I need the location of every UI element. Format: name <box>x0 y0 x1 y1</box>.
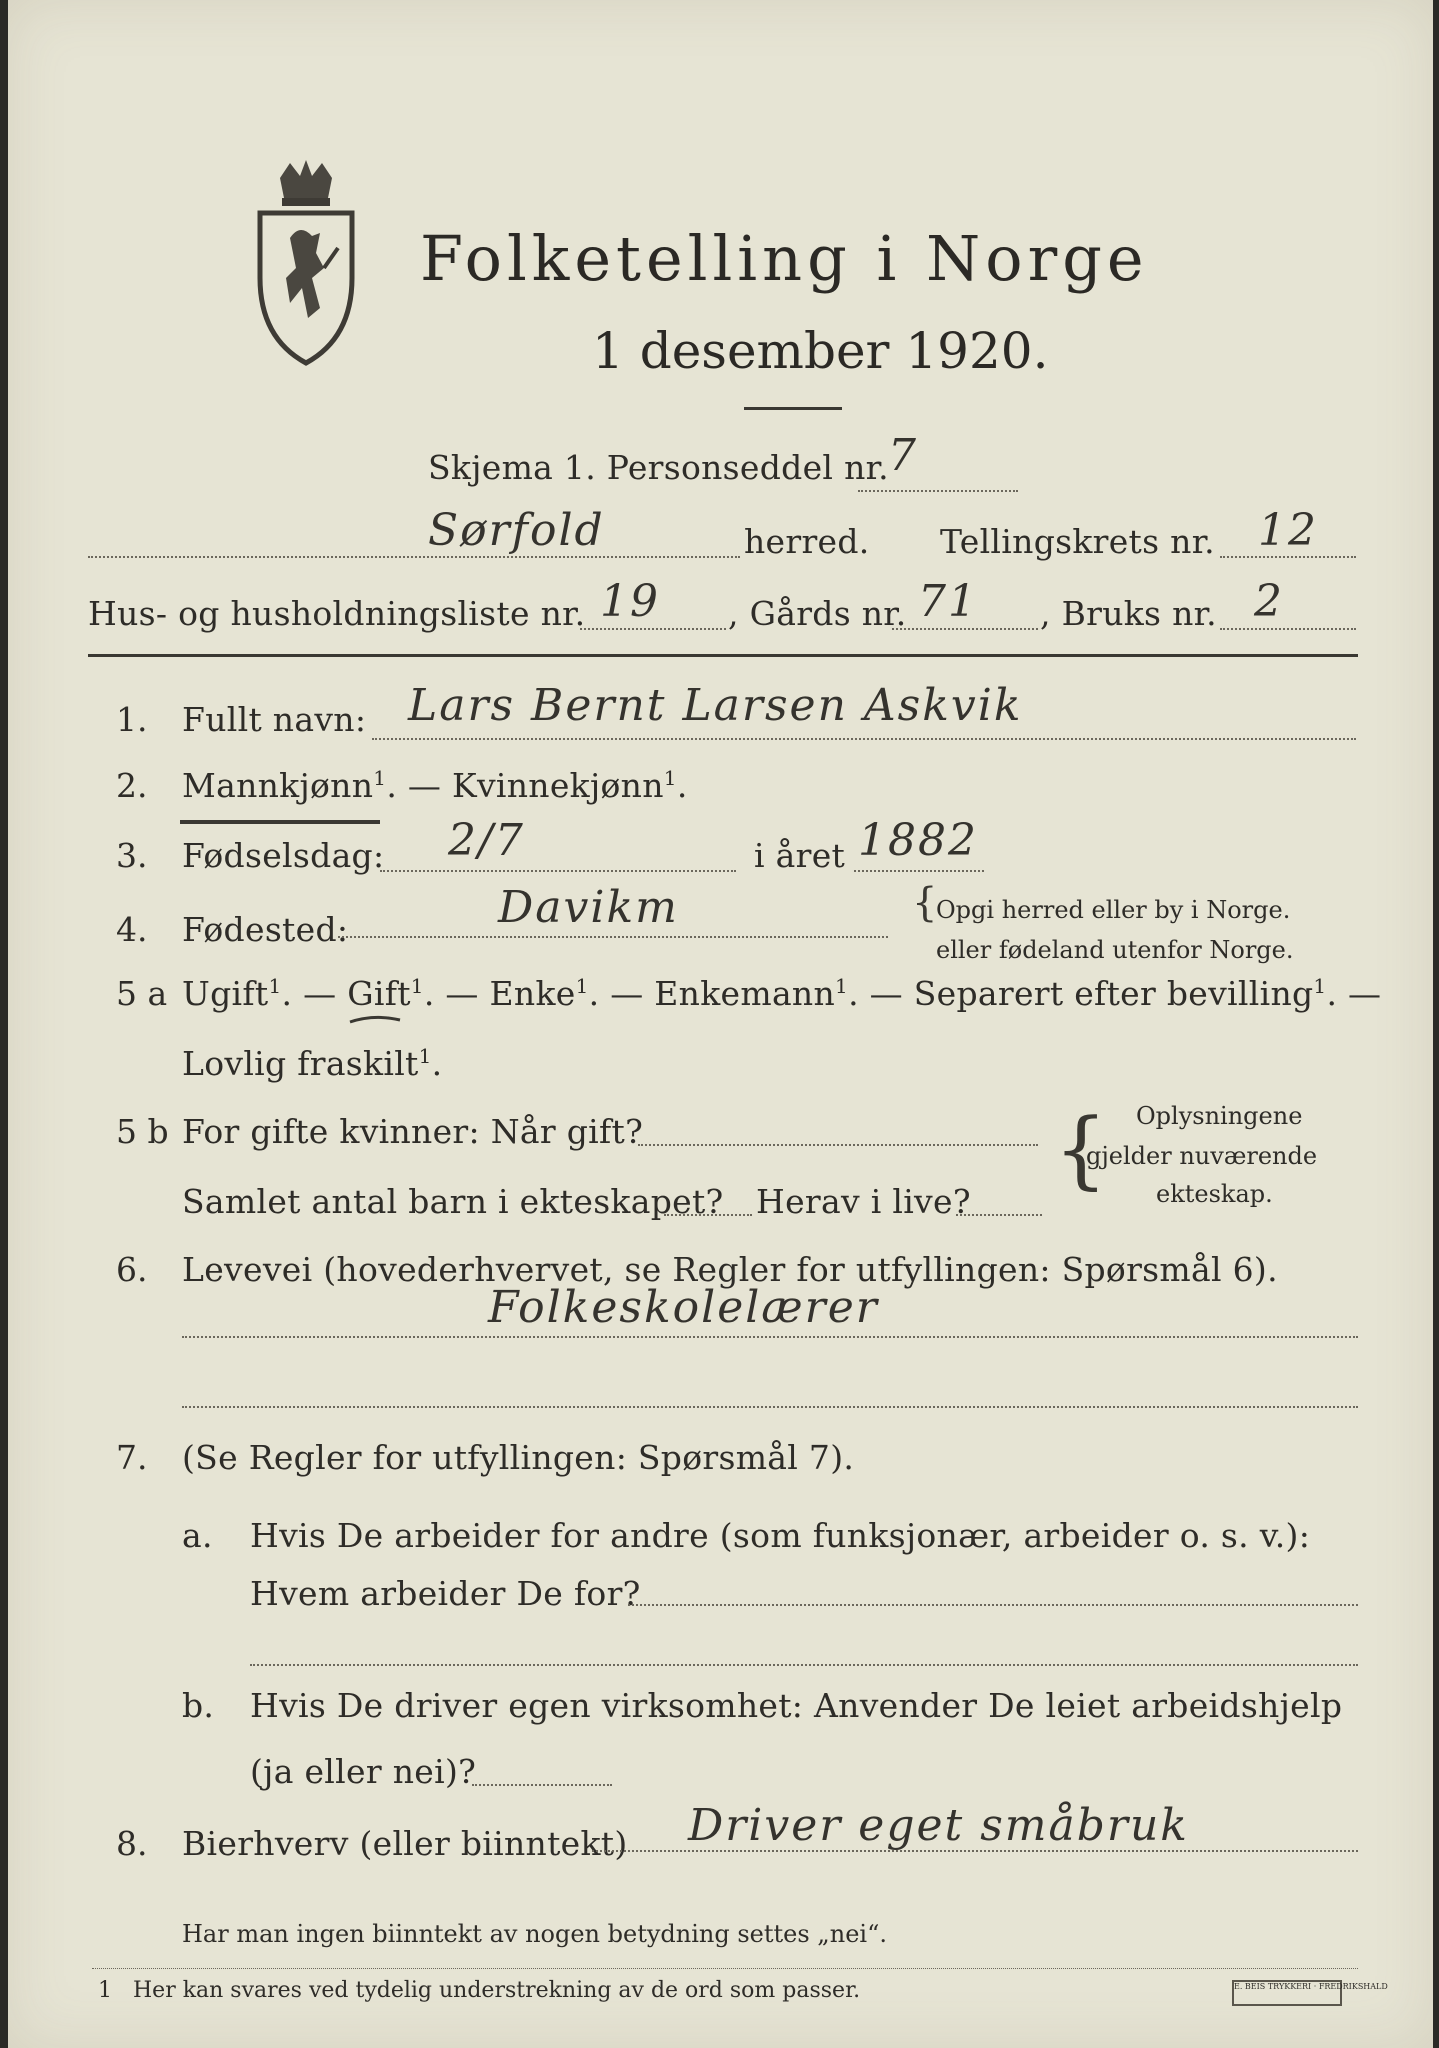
tellingskrets-label: Tellingskrets nr. <box>940 522 1215 561</box>
nei-note: Har man ingen biinntekt av nogen betydning settes „nei“. <box>182 1920 887 1948</box>
hvem-line-2 <box>250 1664 1358 1666</box>
gards-value[interactable]: 71 <box>918 576 978 627</box>
q5a-number: 5 a <box>116 974 168 1013</box>
q4-number: 4. <box>116 910 148 949</box>
fullt-navn-line <box>372 738 1356 740</box>
q7a-label: Hvis De arbeider for andre (som funksjonær, arbeider o. s. v.): <box>250 1516 1311 1555</box>
ugift-option[interactable]: Ugift <box>182 974 269 1013</box>
sivil-dash-2: — <box>434 974 490 1013</box>
aaret-label: i året <box>754 836 846 875</box>
aaret-line <box>854 870 984 872</box>
coat-of-arms-icon <box>250 158 362 368</box>
naar-gift-label: For gifte kvinner: Når gift? <box>182 1112 644 1151</box>
separert-option[interactable]: Separert efter bevilling <box>913 974 1314 1013</box>
fodselsdag-value[interactable]: 2/7 <box>448 815 525 866</box>
q7-number: 7. <box>116 1438 148 1477</box>
levevei-line-1 <box>182 1336 1358 1338</box>
q7a-letter: a. <box>182 1516 213 1555</box>
gards-label: , Gårds nr. <box>728 594 907 633</box>
q3-number: 3. <box>116 836 148 875</box>
oplysning-brace: { <box>1054 1100 1108 1198</box>
sivil-dash-4: — <box>858 974 914 1013</box>
husliste-line <box>580 628 726 630</box>
levevei-value[interactable]: Folkeskolelærer <box>488 1282 879 1333</box>
fodested-note-1: Opgi herred eller by i Norge. <box>936 896 1291 924</box>
hvem-line <box>628 1604 1358 1606</box>
husliste-value[interactable]: 19 <box>600 576 660 627</box>
herav-label: Herav i live? <box>756 1182 971 1221</box>
printer-stamp: E. BEIS TRYKKERI · FREDRIKSHALD <box>1232 1980 1342 2006</box>
fodested-note-2: eller fødeland utenfor Norge. <box>936 936 1294 964</box>
fodested-line <box>338 936 888 938</box>
kjonn-options: Mannkjønn$^1$. — Kvinnekjønn$^1$. <box>182 766 688 805</box>
husliste-label: Hus- og husholdningsliste nr. <box>88 594 586 633</box>
sivil-dash-1: — <box>292 974 348 1013</box>
herred-line <box>88 556 740 558</box>
enkemann-option[interactable]: Enkemann <box>654 974 836 1013</box>
levevei-line-2 <box>182 1406 1358 1408</box>
fullt-navn-label: Fullt navn: <box>182 700 367 739</box>
samlet-barn-line <box>664 1214 752 1216</box>
fodselsdag-line <box>380 870 736 872</box>
bruks-line <box>1220 628 1356 630</box>
gards-line <box>892 628 1038 630</box>
tellingskrets-value[interactable]: 12 <box>1258 505 1318 556</box>
fullt-navn-value[interactable]: Lars Bernt Larsen Askvik <box>408 680 1023 731</box>
mannkjonn-option[interactable]: Mannkjønn <box>182 766 374 805</box>
gift-option[interactable]: Gift <box>347 974 411 1013</box>
personseddel-value[interactable]: 7 <box>888 430 918 481</box>
sivil-dash-3: — <box>599 974 655 1013</box>
census-form-sheet <box>8 0 1433 2048</box>
hvem-label: Hvem arbeider De for? <box>250 1574 641 1613</box>
form-title: Folketelling i Norge <box>420 222 1149 295</box>
q7b-label: Hvis De driver egen virksomhet: Anvender De leiet arbeidshjelp <box>250 1686 1343 1725</box>
sivil-dash-5: — <box>1337 974 1382 1013</box>
enke-option[interactable]: Enke <box>489 974 576 1013</box>
q2-number: 2. <box>116 766 148 805</box>
footer-divider <box>92 1968 1358 1969</box>
fodested-label: Fødested: <box>182 910 349 949</box>
personseddel-line <box>858 490 1018 492</box>
footnote: 1 Her kan svares ved tydelig understrekning av de ord som passer. <box>98 1978 861 2003</box>
samlet-barn-label: Samlet antal barn i ekteskapet? <box>182 1182 724 1221</box>
oplysning-note-3: ekteskap. <box>1156 1180 1273 1208</box>
naar-gift-line <box>638 1144 1038 1146</box>
herred-value[interactable]: Sørfold <box>428 505 605 556</box>
q6-number: 6. <box>116 1250 148 1289</box>
tellingskrets-line <box>1220 556 1356 558</box>
oplysning-note-2: gjelder nuværende <box>1086 1142 1318 1170</box>
herav-line <box>956 1214 1042 1216</box>
section-divider <box>88 654 1358 657</box>
herred-label: herred. <box>744 522 870 561</box>
form-date: 1 desember 1920. <box>592 322 1049 380</box>
fodested-value[interactable]: Davikm <box>498 882 679 933</box>
q7-label: (Se Regler for utfyllingen: Spørsmål 7). <box>182 1438 855 1477</box>
q8-number: 8. <box>116 1824 148 1863</box>
sivilstand-options: Ugift$^1$. — Gift$^1$. — Enke$^1$. — Enkemann$^1$. — Separert efter bevilling$^1$. — <box>182 974 1382 1013</box>
levevei-label: Levevei (hovederhvervet, se Regler for utfyllingen: Spørsmål 6). <box>182 1250 1278 1289</box>
bierhverv-label: Bierhverv (eller biinntekt) <box>182 1824 628 1863</box>
bierhverv-value[interactable]: Driver eget småbruk <box>688 1800 1189 1851</box>
aaret-value[interactable]: 1882 <box>858 815 978 866</box>
lovlig-fraskilt-option[interactable]: Lovlig fraskilt$^1$. <box>182 1044 443 1083</box>
q5b-number: 5 b <box>116 1112 169 1151</box>
gift-underline-mark <box>348 1014 402 1026</box>
skjema-label: Skjema 1. Personseddel nr. <box>428 448 889 487</box>
bruks-label: , Bruks nr. <box>1040 594 1217 633</box>
kjonn-separator: . — <box>386 766 452 805</box>
kvinnekjonn-option[interactable]: Kvinnekjønn <box>451 766 664 805</box>
fodselsdag-label: Fødselsdag: <box>182 836 385 875</box>
oplysning-note-1: Oplysningene <box>1136 1102 1303 1130</box>
ja-nei-label: (ja eller nei)? <box>250 1752 477 1791</box>
ja-nei-line <box>472 1784 612 1786</box>
fodested-brace: { <box>912 880 938 926</box>
q1-number: 1. <box>116 700 148 739</box>
mannkjonn-underline <box>180 820 380 824</box>
bruks-value[interactable]: 2 <box>1254 576 1284 627</box>
q7b-letter: b. <box>182 1686 215 1725</box>
title-divider <box>744 407 842 410</box>
